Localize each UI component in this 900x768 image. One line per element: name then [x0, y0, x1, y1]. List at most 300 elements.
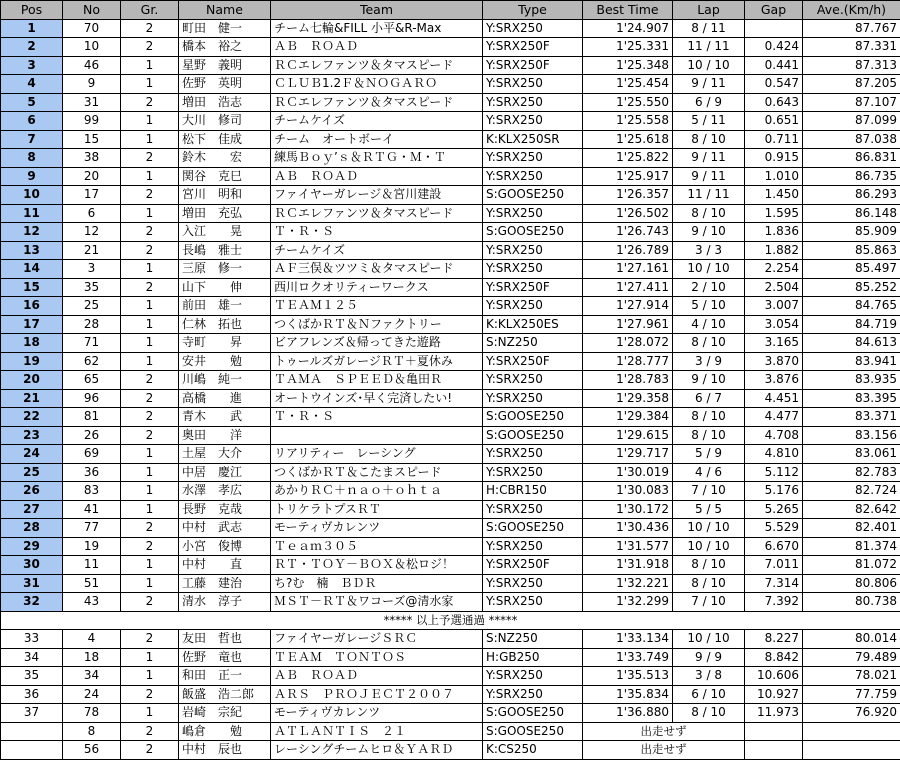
team-cell: ＡＦ三俣＆ツツミ＆タマスピード	[271, 260, 483, 279]
lap-cell: 9 / 11	[673, 75, 745, 94]
team-cell: モーティヴカレンツ	[271, 519, 483, 538]
name-cell: 岩崎 宗紀	[179, 704, 271, 723]
table-row	[1, 38, 900, 57]
number-cell: 78	[63, 704, 121, 723]
best-time-cell: 1'27.961	[583, 315, 673, 334]
team-cell: オートウインズ･早く完済したい!	[271, 389, 483, 408]
group-cell: 2	[121, 93, 179, 112]
gap-cell: 1.010	[745, 167, 803, 186]
group-cell: 1	[121, 334, 179, 353]
number-cell: 62	[63, 352, 121, 371]
type-cell: Y:SRX250F	[483, 556, 583, 575]
table-row	[1, 241, 900, 260]
team-cell: ＣＬＵＢ1.2Ｆ＆ＮＯＧＡＲＯ	[271, 75, 483, 94]
best-time-cell: 1'24.907	[583, 19, 673, 38]
best-time-cell: 1'25.558	[583, 112, 673, 131]
best-time-cell: 1'25.454	[583, 75, 673, 94]
lap-cell: 10 / 10	[673, 519, 745, 538]
table-row	[1, 167, 900, 186]
average-speed-cell: 82.642	[803, 500, 900, 519]
best-time-cell: 1'29.717	[583, 445, 673, 464]
number-cell: 12	[63, 223, 121, 242]
table-row	[1, 204, 900, 223]
table-row	[1, 519, 900, 538]
type-cell: Y:SRX250F	[483, 352, 583, 371]
type-cell: S:GOOSE250	[483, 186, 583, 205]
name-cell: 寺町 昇	[179, 334, 271, 353]
name-cell: 和田 正一	[179, 667, 271, 686]
lap-cell: 10 / 10	[673, 260, 745, 279]
group-cell: 2	[121, 722, 179, 741]
table-row	[1, 334, 900, 353]
team-cell: リアリティー レーシング	[271, 445, 483, 464]
table-row	[1, 130, 900, 149]
best-time-cell: 1'27.914	[583, 297, 673, 316]
header-best-time: Best Time	[583, 1, 673, 20]
team-cell: ＴＥＡＭ ＴＯＮＴＯＳ	[271, 648, 483, 667]
table-row	[1, 149, 900, 168]
lap-cell: 8 / 10	[673, 556, 745, 575]
type-cell: Y:SRX250	[483, 260, 583, 279]
group-cell: 1	[121, 704, 179, 723]
type-cell: Y:SRX250F	[483, 56, 583, 75]
group-cell: 1	[121, 315, 179, 334]
name-cell: 増田 充弘	[179, 204, 271, 223]
type-cell: Y:SRX250	[483, 204, 583, 223]
table-row	[1, 371, 900, 390]
gap-cell: 0.651	[745, 112, 803, 131]
position-cell: 1	[1, 19, 63, 38]
number-cell: 56	[63, 741, 121, 760]
group-cell: 2	[121, 149, 179, 168]
average-speed-cell: 86.148	[803, 204, 900, 223]
gap-cell: 10.927	[745, 685, 803, 704]
name-cell: 増田 浩志	[179, 93, 271, 112]
best-time-cell: 1'25.348	[583, 56, 673, 75]
average-speed-cell: 82.783	[803, 463, 900, 482]
position-cell: 20	[1, 371, 63, 390]
number-cell: 4	[63, 630, 121, 649]
type-cell: Y:SRX250	[483, 19, 583, 38]
type-cell: Y:SRX250	[483, 445, 583, 464]
lap-cell: 8 / 10	[673, 334, 745, 353]
position-cell: 22	[1, 408, 63, 427]
number-cell: 41	[63, 500, 121, 519]
group-cell: 2	[121, 519, 179, 538]
header-pos: Pos	[1, 1, 63, 20]
header-average-speed: Ave.(Km/h)	[803, 1, 900, 20]
lap-cell: 10 / 10	[673, 630, 745, 649]
group-cell: 1	[121, 297, 179, 316]
number-cell: 18	[63, 648, 121, 667]
type-cell: K:KLX250ES	[483, 315, 583, 334]
name-cell: 飯盛 浩二郎	[179, 685, 271, 704]
table-row	[1, 223, 900, 242]
group-cell: 2	[121, 408, 179, 427]
lap-cell: 8 / 10	[673, 204, 745, 223]
lap-cell: 7 / 10	[673, 593, 745, 612]
lap-cell: 6 / 7	[673, 389, 745, 408]
number-cell: 99	[63, 112, 121, 131]
team-cell: つくばかＲＴ＆Ｎファクトリー	[271, 315, 483, 334]
number-cell: 26	[63, 426, 121, 445]
group-cell: 1	[121, 204, 179, 223]
best-time-cell: 1'26.789	[583, 241, 673, 260]
position-cell: 29	[1, 537, 63, 556]
name-cell: 星野 義明	[179, 56, 271, 75]
gap-cell: 4.477	[745, 408, 803, 427]
type-cell: Y:SRX250	[483, 149, 583, 168]
number-cell: 51	[63, 574, 121, 593]
header-no: No	[63, 1, 121, 20]
table-row	[1, 648, 900, 667]
group-cell: 2	[121, 241, 179, 260]
name-cell: 川嶋 純一	[179, 371, 271, 390]
name-cell: 佐野 竜也	[179, 648, 271, 667]
lap-cell: 8 / 10	[673, 426, 745, 445]
table-row	[1, 19, 900, 38]
gap-cell: 4.451	[745, 389, 803, 408]
position-cell: 19	[1, 352, 63, 371]
number-cell: 17	[63, 186, 121, 205]
qualification-separator: ***** 以上予選通過 *****	[1, 611, 900, 630]
table-row	[1, 574, 900, 593]
number-cell: 24	[63, 685, 121, 704]
average-speed-cell: 80.014	[803, 630, 900, 649]
gap-cell: 7.392	[745, 593, 803, 612]
table-row	[1, 352, 900, 371]
number-cell: 28	[63, 315, 121, 334]
position-cell	[1, 722, 63, 741]
average-speed-cell: 85.497	[803, 260, 900, 279]
average-speed-cell: 87.313	[803, 56, 900, 75]
gap-cell: 4.810	[745, 445, 803, 464]
best-time-cell: 1'30.083	[583, 482, 673, 501]
header-gap: Gap	[745, 1, 803, 20]
number-cell: 3	[63, 260, 121, 279]
team-cell: ビアフレンズ＆帰ってきた遊路	[271, 334, 483, 353]
table-row	[1, 112, 900, 131]
gap-cell: 0.441	[745, 56, 803, 75]
number-cell: 19	[63, 537, 121, 556]
table-row	[1, 593, 900, 612]
lap-cell: 8 / 10	[673, 574, 745, 593]
average-speed-cell: 87.331	[803, 38, 900, 57]
number-cell: 20	[63, 167, 121, 186]
table-row	[1, 297, 900, 316]
position-cell: 14	[1, 260, 63, 279]
lap-cell: 6 / 9	[673, 93, 745, 112]
team-cell: チーム七輪&FILL 小平&R-Max	[271, 19, 483, 38]
best-time-cell: 1'25.917	[583, 167, 673, 186]
average-speed-cell: 85.909	[803, 223, 900, 242]
lap-cell: 7 / 10	[673, 482, 745, 501]
team-cell: レーシングチームヒロ＆ＹＡＲＤ	[271, 741, 483, 760]
type-cell: Y:SRX250	[483, 593, 583, 612]
lap-cell: 8 / 10	[673, 408, 745, 427]
team-cell: ＡＢ ＲＯＡＤ	[271, 38, 483, 57]
lap-cell: 9 / 11	[673, 167, 745, 186]
team-cell: あかりＲＣ＋ｎａｏ＋ｏｈｔａ	[271, 482, 483, 501]
name-cell: 松下 佳成	[179, 130, 271, 149]
group-cell: 1	[121, 56, 179, 75]
gap-cell: 2.254	[745, 260, 803, 279]
average-speed-cell: 86.293	[803, 186, 900, 205]
lap-cell: 8 / 10	[673, 130, 745, 149]
gap-cell: 1.882	[745, 241, 803, 260]
group-cell: 2	[121, 630, 179, 649]
name-cell: 中居 慶江	[179, 463, 271, 482]
name-cell: 中村 直	[179, 556, 271, 575]
gap-cell: 0.547	[745, 75, 803, 94]
best-time-cell: 1'32.299	[583, 593, 673, 612]
lap-cell: 5 / 5	[673, 500, 745, 519]
table-header	[1, 1, 900, 20]
type-cell: S:GOOSE250	[483, 519, 583, 538]
group-cell: 1	[121, 445, 179, 464]
average-speed-cell: 77.759	[803, 685, 900, 704]
position-cell: 35	[1, 667, 63, 686]
position-cell: 26	[1, 482, 63, 501]
lap-cell: 10 / 10	[673, 537, 745, 556]
position-cell: 30	[1, 556, 63, 575]
type-cell: Y:SRX250	[483, 93, 583, 112]
lap-cell: 11 / 11	[673, 186, 745, 205]
name-cell: 小宮 俊博	[179, 537, 271, 556]
group-cell: 1	[121, 75, 179, 94]
type-cell: Y:SRX250	[483, 75, 583, 94]
team-cell: チーム オートボーイ	[271, 130, 483, 149]
team-cell: 西川ロクオリティーワークス	[271, 278, 483, 297]
header-type: Type	[483, 1, 583, 20]
gap-cell	[745, 19, 803, 38]
number-cell: 81	[63, 408, 121, 427]
position-cell: 12	[1, 223, 63, 242]
position-cell: 7	[1, 130, 63, 149]
position-cell: 6	[1, 112, 63, 131]
group-cell: 1	[121, 574, 179, 593]
type-cell: S:GOOSE250	[483, 426, 583, 445]
header-lap: Lap	[673, 1, 745, 20]
did-not-start-note: 出走せず	[583, 741, 745, 760]
position-cell: 9	[1, 167, 63, 186]
table-body	[1, 19, 900, 759]
average-speed-cell: 82.724	[803, 482, 900, 501]
group-cell: 1	[121, 667, 179, 686]
position-cell: 17	[1, 315, 63, 334]
type-cell: S:GOOSE250	[483, 704, 583, 723]
name-cell: 高橋 進	[179, 389, 271, 408]
name-cell: 関谷 克巳	[179, 167, 271, 186]
table-row	[1, 463, 900, 482]
team-cell: つくばかＲＴ＆こたまスピード	[271, 463, 483, 482]
group-cell: 2	[121, 389, 179, 408]
lap-cell: 9 / 10	[673, 371, 745, 390]
average-speed-cell	[803, 722, 900, 741]
group-cell: 1	[121, 482, 179, 501]
average-speed-cell: 87.767	[803, 19, 900, 38]
best-time-cell: 1'36.880	[583, 704, 673, 723]
header-team: Team	[271, 1, 483, 20]
position-cell: 21	[1, 389, 63, 408]
table-row	[1, 426, 900, 445]
name-cell: 清水 淳子	[179, 593, 271, 612]
number-cell: 21	[63, 241, 121, 260]
group-cell: 2	[121, 278, 179, 297]
gap-cell	[745, 722, 803, 741]
group-cell: 1	[121, 556, 179, 575]
team-cell: ＲＣエレファンツ＆タマスピード	[271, 204, 483, 223]
best-time-cell: 1'27.161	[583, 260, 673, 279]
table-row	[1, 408, 900, 427]
team-cell: ＡＢ ＲＯＡＤ	[271, 667, 483, 686]
number-cell: 6	[63, 204, 121, 223]
name-cell: 奥田 洋	[179, 426, 271, 445]
table-row	[1, 315, 900, 334]
team-cell: チームケイズ	[271, 241, 483, 260]
group-cell: 2	[121, 19, 179, 38]
number-cell: 96	[63, 389, 121, 408]
lap-cell: 3 / 3	[673, 241, 745, 260]
average-speed-cell: 87.038	[803, 130, 900, 149]
average-speed-cell: 84.613	[803, 334, 900, 353]
table-row	[1, 556, 900, 575]
gap-cell: 4.708	[745, 426, 803, 445]
name-cell: 佐野 英明	[179, 75, 271, 94]
gap-cell: 6.670	[745, 537, 803, 556]
team-cell: モーティヴカレンツ	[271, 704, 483, 723]
lap-cell: 2 / 10	[673, 278, 745, 297]
best-time-cell: 1'32.221	[583, 574, 673, 593]
table-row	[1, 704, 900, 723]
group-cell: 1	[121, 167, 179, 186]
position-cell: 15	[1, 278, 63, 297]
best-time-cell: 1'29.384	[583, 408, 673, 427]
position-cell: 36	[1, 685, 63, 704]
type-cell: H:CBR150	[483, 482, 583, 501]
position-cell	[1, 741, 63, 760]
best-time-cell: 1'30.436	[583, 519, 673, 538]
header-gr: Gr.	[121, 1, 179, 20]
name-cell: 橋本 裕之	[179, 38, 271, 57]
table-row	[1, 685, 900, 704]
number-cell: 83	[63, 482, 121, 501]
type-cell: Y:SRX250	[483, 574, 583, 593]
group-cell: 2	[121, 223, 179, 242]
type-cell: Y:SRX250	[483, 241, 583, 260]
number-cell: 35	[63, 278, 121, 297]
team-cell: ＴＥＡＭ１２５	[271, 297, 483, 316]
table-row	[1, 500, 900, 519]
team-cell: ＲＣエレファンツ＆タマスピード	[271, 56, 483, 75]
header-name: Name	[179, 1, 271, 20]
best-time-cell: 1'29.358	[583, 389, 673, 408]
lap-cell: 11 / 11	[673, 38, 745, 57]
average-speed-cell: 81.072	[803, 556, 900, 575]
gap-cell: 0.643	[745, 93, 803, 112]
type-cell: Y:SRX250	[483, 371, 583, 390]
best-time-cell: 1'35.513	[583, 667, 673, 686]
best-time-cell: 1'25.331	[583, 38, 673, 57]
position-cell: 5	[1, 93, 63, 112]
lap-cell: 6 / 10	[673, 685, 745, 704]
group-cell: 2	[121, 371, 179, 390]
best-time-cell: 1'26.502	[583, 204, 673, 223]
position-cell: 27	[1, 500, 63, 519]
group-cell: 2	[121, 593, 179, 612]
number-cell: 71	[63, 334, 121, 353]
average-speed-cell: 86.831	[803, 149, 900, 168]
average-speed-cell: 83.395	[803, 389, 900, 408]
lap-cell: 3 / 8	[673, 667, 745, 686]
best-time-cell: 1'30.019	[583, 463, 673, 482]
team-cell: ファイヤーガレージ＆宮川建設	[271, 186, 483, 205]
position-cell: 10	[1, 186, 63, 205]
number-cell: 31	[63, 93, 121, 112]
type-cell: Y:SRX250	[483, 297, 583, 316]
name-cell: 三原 修一	[179, 260, 271, 279]
position-cell: 11	[1, 204, 63, 223]
number-cell: 36	[63, 463, 121, 482]
gap-cell: 3.165	[745, 334, 803, 353]
name-cell: 大川 修司	[179, 112, 271, 131]
table-row	[1, 278, 900, 297]
best-time-cell: 1'35.834	[583, 685, 673, 704]
lap-cell: 10 / 10	[673, 56, 745, 75]
type-cell: S:GOOSE250	[483, 223, 583, 242]
number-cell: 70	[63, 19, 121, 38]
table-row	[1, 445, 900, 464]
average-speed-cell: 83.371	[803, 408, 900, 427]
name-cell: 嶋倉 勉	[179, 722, 271, 741]
name-cell: 鈴木 宏	[179, 149, 271, 168]
number-cell: 65	[63, 371, 121, 390]
group-cell: 2	[121, 186, 179, 205]
gap-cell: 5.529	[745, 519, 803, 538]
number-cell: 11	[63, 556, 121, 575]
type-cell: Y:SRX250	[483, 500, 583, 519]
team-cell: ち?む 楠 ＢＤＲ	[271, 574, 483, 593]
best-time-cell: 1'31.918	[583, 556, 673, 575]
average-speed-cell: 83.935	[803, 371, 900, 390]
lap-cell: 5 / 10	[673, 297, 745, 316]
position-cell: 32	[1, 593, 63, 612]
team-cell: 練馬Ｂｏｙ’ｓ＆ＲＴＧ・Ｍ・Ｔ	[271, 149, 483, 168]
position-cell: 2	[1, 38, 63, 57]
name-cell: 友田 哲也	[179, 630, 271, 649]
name-cell: 長嶋 雅士	[179, 241, 271, 260]
average-speed-cell	[803, 741, 900, 760]
average-speed-cell: 76.920	[803, 704, 900, 723]
gap-cell: 10.606	[745, 667, 803, 686]
gap-cell: 2.504	[745, 278, 803, 297]
type-cell: Y:SRX250	[483, 667, 583, 686]
group-cell: 2	[121, 426, 179, 445]
average-speed-cell: 80.806	[803, 574, 900, 593]
group-cell: 2	[121, 741, 179, 760]
lap-cell: 8 / 10	[673, 704, 745, 723]
type-cell: Y:SRX250	[483, 463, 583, 482]
lap-cell: 9 / 9	[673, 648, 745, 667]
name-cell: 長野 克哉	[179, 500, 271, 519]
table-row	[1, 722, 900, 741]
position-cell: 33	[1, 630, 63, 649]
position-cell: 34	[1, 648, 63, 667]
type-cell: H:GB250	[483, 648, 583, 667]
name-cell: 土屋 大介	[179, 445, 271, 464]
average-speed-cell: 83.156	[803, 426, 900, 445]
average-speed-cell: 87.107	[803, 93, 900, 112]
